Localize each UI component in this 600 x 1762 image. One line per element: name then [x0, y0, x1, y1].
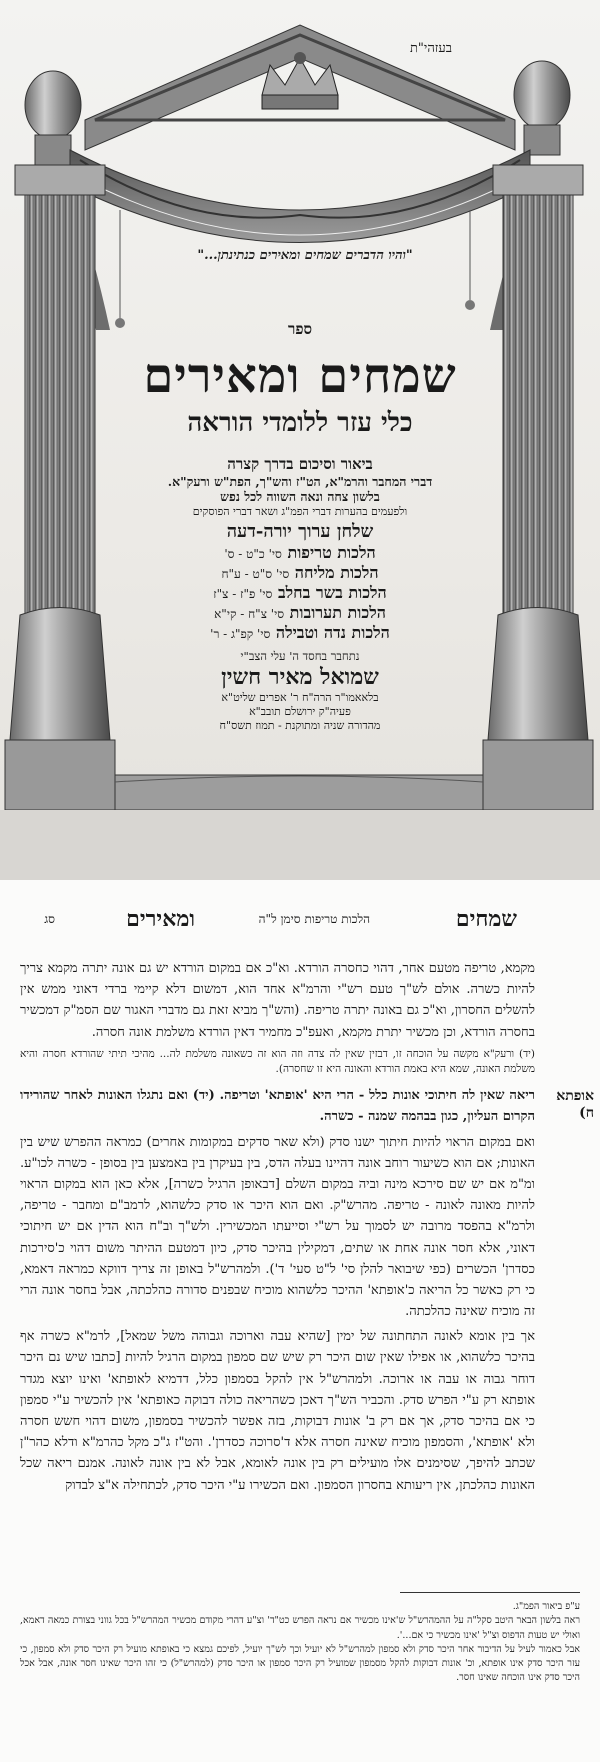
text-page: [0, 880, 600, 1762]
description-line: ביאור וסיכום בדרך קצרה: [227, 455, 373, 473]
header-section: הלכות טריפות סימן ל"ה: [258, 912, 370, 926]
author-name: שמואל מאיר חשין: [221, 663, 379, 690]
paragraph: ריאה שאין לה חיתוכי אונות כלל - הרי היא 'אופתא' וטריפה. (יד) ואם נתגלו האונות לאחר שהורידו הקרום העליון, כגון בבהמה שמנה - כשרה.: [20, 1088, 535, 1125]
footnote: ראה בלשון הבאר היטב סקל"ה על ההמהרש"ל ש'אינו מכשיר אם נראה הפרש כט"ד' וצ"ע דהרי מקודם מכשיר המהרש"ל בכל גווני בצורת כמאה דאמא, ואולי יש טעות הדפוס וצ"ל 'אינו מכשיר כי אם...'.: [20, 1615, 580, 1641]
paragraph-note: (יד) ורעק"א מקשה על הוכחה זו, דבזין שאין לה צדה וזה הוא זה כשאונה משלמת לה... מהיכי תיתי שהורדא חסרה והיא משלמת האונה, שמא היא באמת הורדא והאונה היא זו שחסרה).: [20, 1047, 535, 1075]
paragraph: ואם במקום הראוי להיות חיתוך ישנו סדק (ולא שאר סדקים במקומות אחרים) כמראה ההפרש שיש בין האונות; אם הוא כשיעור רוחב אונה דהיינו בעלה הדס, בין בעיקרן בין באמצען בין בסופן - כשרה לכו"ע. ומ"מ אם יש שם סירכא מינה וביה במקום השלם [דבאופן הרגיל כשרה], אלא כאן הוא במקום הראוי להיות מאונה לאונה - טריפה. מהרש"ק. ואם הוא היכר או סדק כלשהוא, לרמב"ם ומחבר - טריפה, ולרמ"א בהפסד מרובה יש לסמוך על רש"י וסייעתו המכשירין. ולש"ך וב"ח הוא הדין אם יש חיתוכי דאוני, אלא חסר אונה אחת או שתים, דמקילין בהיכר סדק, כיון דמטעם ההיתר משום דהוי כ'סירכות כסדרן' הכשרים (כפי שיבואר להלן סי' ל"ט סעי' ד'). ולמהרש"ל באופן זה צריך דווקא כמראה דאמא, כי רק כאשר כל הריאה כ'אופתא' ההיכר כלשהוא מוכיח שבפנים סדורה כהלכתה, אבל בחסר אונה הרי זה מוכיח שאינה כהלכתה.: [20, 1134, 535, 1320]
running-header: [30, 906, 575, 936]
footnotes: [20, 1600, 580, 1686]
main-text: [20, 958, 535, 1500]
hilchot-item: הלכות מליחה סי' ס"ט - ע"ח: [221, 563, 379, 583]
paragraph: מקמא, טריפה מטעם אחר, דהוי כחסרה הורדא. וא"כ אם במקום הורדא יש גם אונה יתרה מקמא צריך להיות כשרה. אולם לש"ך טעם רש"י והרמ"א אחד הוא, דמשום דלא קיימי ברדי דאוני ממש אין להשלים החסרון, וא"כ גם באונה יתרה טריפה. (והש"ך מביא זאת גם מדברי האגור שם הסמ"ק דמכשיר בחסרה הורדא, וכן מכשיר יתרת מקמא, ואעפ"כ מחמיר דאין הורדא משלמת אונה חסרה.: [20, 961, 535, 1040]
book-title: שמחים ומאירים: [143, 348, 457, 404]
footnote: אבל כאמור לעיל על הדיבור אחר היכר סדק ולא סמפון למהרש"ל לא יועיל וכך לש"ך יועיל, לפיכם גמצא כי באופתא מועיל רק היכר סדק ולא סמפון, כי עזר היכר סדק אינו אופתא, וכ' אונות דבוקות להקל מסמפון שמועיל רק היכר סמפון או היכר סדק (למהרש"ל) כי זהו היכר שאינו חסר אונה, אבל אכל היכר סדק אינו הוכחה שאינו חסר.: [20, 1643, 580, 1684]
hilchot-item: הלכות טריפות סי' כ"ט - ס': [224, 543, 376, 563]
hilchot-item: הלכות נדה וטבילה סי' קפ"ג - ר': [210, 623, 390, 643]
title-quote: "והיו הדברים שמחים ומאירים כנתינתן...": [197, 248, 413, 263]
margin-heading: [544, 1088, 594, 1122]
footnote-divider: [400, 1592, 580, 1593]
description-line: ולפעמים בהערות דברי הפמ"ג ושאר דברי הפוסקים: [192, 505, 408, 518]
shulchan-aruch-label: שלחן ערוך יורה-דעה: [226, 520, 374, 542]
edition-line: מהדורה שניה ומתוקנת - תמוז תשס"ח: [219, 718, 381, 732]
title-page-description: [140, 455, 460, 732]
bh-header: בעזהי"ת: [410, 41, 453, 56]
page-number: סג: [44, 912, 55, 926]
book-subtitle: כלי עזר ללומדי הוראה: [187, 408, 413, 438]
margin-heading-text: אופתא: [556, 1088, 594, 1104]
margin-heading-number: ח): [579, 1105, 594, 1121]
ornamental-arch-illustration: [0, 0, 600, 880]
hilchot-item: הלכות בשר בחלב סי' פ"ז - צ"ז: [213, 583, 387, 603]
header-title-right: שמחים: [455, 906, 517, 932]
hilchot-item: הלכות תערובות סי' צ"ח - קי"א: [214, 603, 386, 623]
description-line: בלשון צחה ונאה השווה לכל נפש: [220, 489, 380, 505]
description-line: דברי המחבר והרמ"א, הט"ז והש"ך, הפת"ש ורעק"א.: [167, 473, 433, 489]
header-title-left: ומאירים: [126, 906, 195, 932]
footnote: ע"פ ביאור הפמ"ג.: [512, 1601, 580, 1612]
author-intro: נתחבר בחסד ה' עלי הצב"י: [240, 649, 360, 664]
paragraph: אך בין אומא לאונה התחתונה של ימין [שהיא עבה וארוכה וגבוהה משל שמאל], לרמ"א כשרה אף בהיכר כלשהוא, או אפילו שאין שום היכר רק שיש שם סמפון במקום הרגיל להיות [כתבו שיש נם היכר דוחר גבוה או עבה או ארוכה. ולמהרש"ל אין להקל בסמפון כלל, דדמיא לאופתא' ואינו יוצא מגדר אופתא רק ע"י הפרש סדק. והכביר הש"ך דאכן כשהריאה כולה דבוקה כאופתא' אין להכשיר ע"י סמפון כי אם בהיכר סדק, אך אם רק ב' אונות דבוקות, בזה אפשר להכשיר בסמפון, משום דהוי חשש חסרה ולא 'אופתא', והסמפון מוכיח שאינה חסרה אלא ד'סרוכה כסדרן'. והט"ז ג"כ מקל כהרמ"א ודלא כהר"ן שכתב להיפך, שסימנים אלו מועילים רק בין אונה לאומא, אבל לא בין אונה לאונה. אמנם ריאה שכל האונות כהלכתן, אין ריעותא בחסרון הסמפון. ואם הכשירו ע"י היכר סדק, לכתחילה א"צ לבדוק: [20, 1329, 535, 1493]
title-page: [0, 0, 600, 880]
author-line: בלאאמו"ר הרה"ח ר' אפרים שליט"א: [221, 691, 379, 705]
author-line: פעיה"ק ירושלם תובב"א: [249, 704, 351, 718]
sefer-label: ספר: [287, 320, 313, 338]
